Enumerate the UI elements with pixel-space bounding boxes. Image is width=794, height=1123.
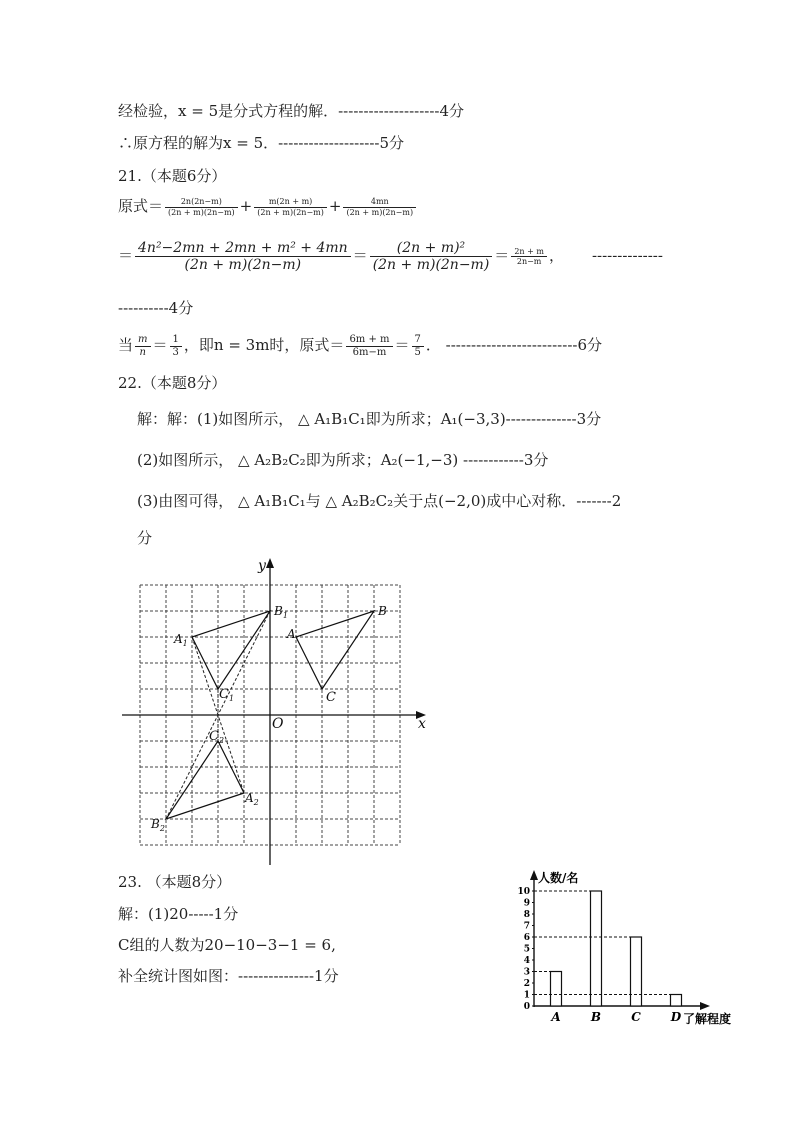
- plus-sign: +: [239, 197, 253, 215]
- q22-heading: 22.（本题8分）: [118, 374, 227, 392]
- verify-line: 经检验，x = 5是分式方程的解．--------------------4分: [118, 102, 465, 120]
- q21-evaluation: [118, 334, 602, 358]
- yuanshi-label: 原式＝: [118, 197, 164, 215]
- chart-x-arrow: [700, 1002, 710, 1010]
- fraction-term-3: $\frac{4mn}{(2n + m)(2n-m)}$: [343, 197, 416, 216]
- axes: [122, 564, 420, 865]
- q23-part-1: 解：(1)20-----1分: [118, 905, 239, 923]
- label-c: C: [326, 690, 336, 705]
- y-tick-label: 7: [523, 921, 530, 932]
- x-tick-label: D: [670, 1010, 682, 1024]
- y-tick-label: 0: [523, 1002, 530, 1012]
- equals-sign: ＝: [394, 336, 410, 354]
- coordinate-grid-figure: [116, 556, 436, 866]
- q22-part-3-score: 分: [137, 529, 153, 547]
- score-dashes: --------------: [591, 246, 663, 265]
- y-tick-label: 5: [523, 944, 530, 955]
- label-b: B: [378, 604, 387, 618]
- q22-part-2: (2)如图所示， △ A₂B₂C₂即为所求；A₂(−1,−3) ------------3分: [137, 451, 549, 469]
- fraction-term-1: $\frac{2n(2n-m)}{(2n + m)(2n-m)}$: [165, 197, 238, 216]
- label-b1: $B_1$: [274, 604, 288, 620]
- chart-y-arrow: [530, 870, 538, 880]
- triangle-a2b2c2: [166, 741, 244, 819]
- label-c1: $C_1$: [219, 687, 235, 703]
- q23-part-3: 补全统计图如图：---------------1分: [118, 967, 339, 985]
- label-b2: $B_2$: [151, 817, 165, 833]
- equals-sign: ＝: [494, 246, 510, 265]
- q23-part-2: C组的人数为20−10−3−1 = 6,: [118, 936, 336, 954]
- y-axis-arrow: [266, 558, 274, 568]
- y-tick-label: 8: [523, 910, 530, 920]
- y-tick-label: 2: [523, 979, 530, 989]
- score-dashes: ． --------------------------6分: [425, 336, 602, 354]
- label-a1: $A_1$: [174, 632, 188, 648]
- y-tick-label: 10: [517, 887, 530, 897]
- y-tick-label: 4: [523, 956, 530, 966]
- when-label: 当: [118, 336, 134, 354]
- label-a2: $A_2$: [245, 791, 259, 807]
- label-a: A: [287, 627, 296, 641]
- q21-score-4: ----------4分: [118, 299, 194, 317]
- x-tick-label: A: [551, 1010, 561, 1024]
- fraction-m-over-n: $\frac{m}{n}$: [135, 334, 150, 358]
- x-axis-label: x: [418, 716, 426, 732]
- fraction-one-third: $\frac{1}{3}$: [170, 334, 182, 358]
- chart-x-label: 了解程度: [683, 1012, 732, 1026]
- bar-chart: [510, 865, 750, 1030]
- triangle-abc: [296, 611, 374, 689]
- bar-a: [551, 972, 562, 1007]
- when-middle-text: ，即n = 3m时，原式＝: [183, 336, 345, 354]
- equals-sign: ＝: [352, 246, 368, 265]
- y-axis-label: y: [258, 558, 266, 574]
- y-tick-label: 3: [523, 967, 530, 978]
- fraction-result: $\frac{2n + m}{2n-m}$: [511, 247, 547, 266]
- equals-sign: ＝: [118, 246, 134, 265]
- y-tick-label: 6: [523, 933, 530, 943]
- q22-part-1: 解：解：(1)如图所示， △ A₁B₁C₁即为所求；A₁(−3,3)--------------3分: [137, 410, 602, 428]
- fraction-sum: $\frac{\text{4n²−2mn + 2mn + m² + 4mn}}{(2n + m)(2n-m)}$: [135, 240, 351, 273]
- q22-part-3: (3)由图可得， △ A₁B₁C₁与 △ A₂B₂C₂关于点(−2,0)成中心对称．-------2: [137, 492, 622, 510]
- q21-expression-2: [118, 240, 663, 273]
- label-c2: $C_2$: [209, 729, 225, 745]
- bar-c: [631, 937, 642, 1006]
- x-tick-label: C: [631, 1010, 641, 1024]
- y-tick-label: 1: [523, 990, 530, 1001]
- q21-heading: 21.（本题6分）: [118, 167, 227, 185]
- fraction-value: $\frac{6m + m}{6m-m}$: [346, 334, 392, 358]
- equals-sign: ＝: [152, 336, 168, 354]
- q21-expression-1: [118, 196, 418, 217]
- comma: ，: [548, 246, 564, 265]
- y-tick-label: 9: [523, 898, 530, 909]
- x-tick-label: B: [590, 1010, 602, 1024]
- origin-label: O: [272, 716, 284, 732]
- solution-line: ∴原方程的解为x = 5．--------------------5分: [118, 134, 405, 152]
- plus-sign: +: [328, 197, 342, 215]
- fraction-factored: $\frac{\text{(2n + m)²}}{(2n + m)(2n-m)}$: [370, 240, 493, 273]
- chart-y-label: 人数/名: [538, 871, 579, 885]
- bar-d: [671, 995, 682, 1007]
- q23-heading: 23. （本题8分）: [118, 873, 232, 891]
- triangle-a1b1c1: [192, 611, 270, 689]
- bar-b: [591, 891, 602, 1006]
- fraction-seven-fifths: $\frac{7}{5}$: [412, 334, 424, 358]
- fraction-term-2: $\frac{m(2n + m)}{(2n + m)(2n-m)}$: [254, 197, 327, 216]
